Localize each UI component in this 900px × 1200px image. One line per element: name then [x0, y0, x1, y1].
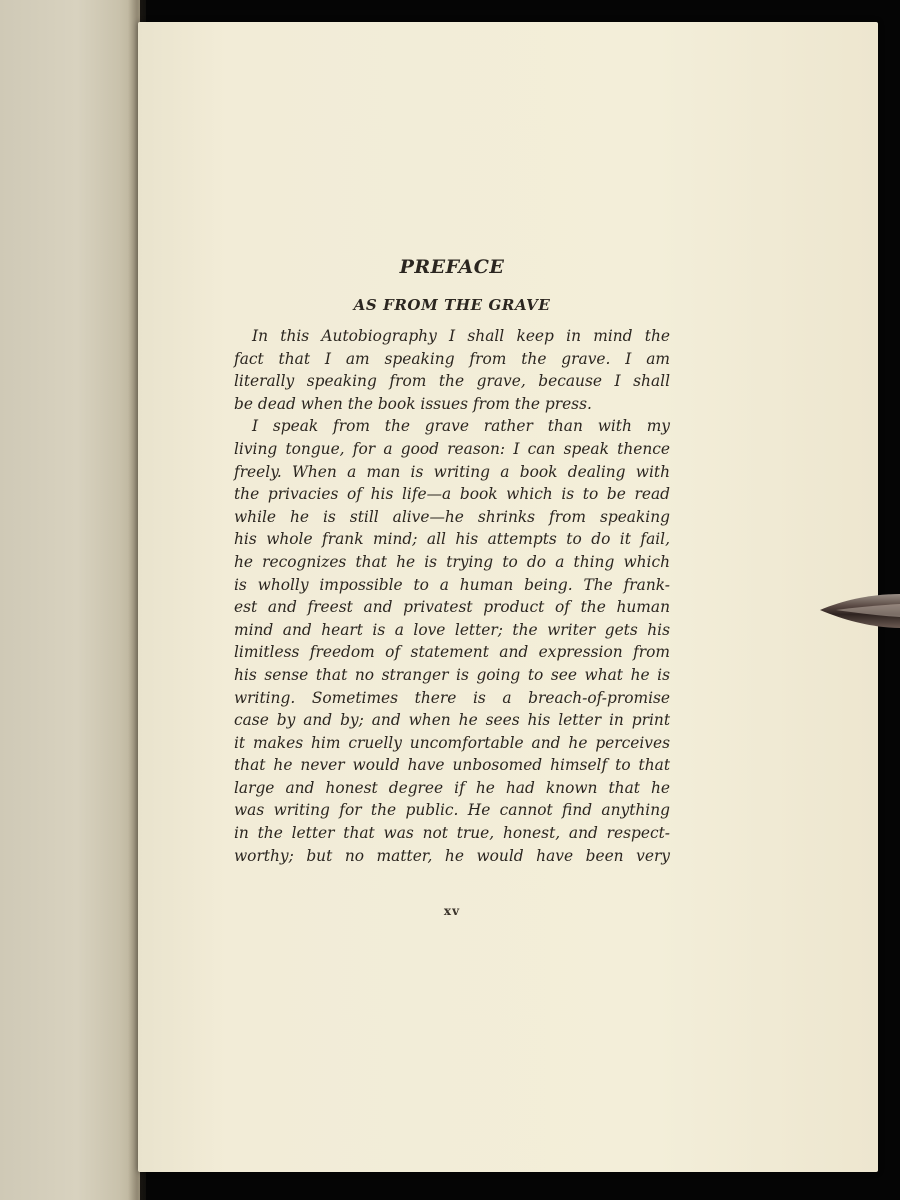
preface-subtitle: AS FROM THE GRAVE	[353, 296, 551, 314]
preface-text-block	[234, 254, 670, 867]
preface-body	[234, 325, 670, 867]
text-line: mind and heart is a love letter; the writer gets his	[234, 620, 670, 639]
text-line: that he never would have unbosomed himself to that	[234, 756, 670, 775]
text-line: the privacies of his life—a book which is to be read	[234, 485, 670, 504]
text-line: fact that I am speaking from the grave. I am	[234, 349, 670, 368]
page-number: xv	[443, 904, 461, 918]
text-line: he recognizes that he is trying to do a thing which	[234, 552, 670, 571]
text-line: I speak from the grave rather than with my	[252, 417, 670, 436]
text-line: his whole frank mind; all his attempts to do it fail,	[234, 530, 670, 549]
text-line: case by and by; and when he sees his letter in print	[234, 711, 670, 730]
text-line: his sense that no stranger is going to see what he is	[234, 665, 670, 684]
text-line: writing. Sometimes there is a breach-of-promise	[234, 688, 670, 707]
text-line: while he is still alive—he shrinks from speaking	[234, 507, 670, 526]
text-line: it makes him cruelly uncomfortable and he perceives	[234, 733, 670, 752]
text-line: est and freest and privatest product of the human	[234, 598, 670, 617]
left-page	[0, 0, 140, 1200]
text-line: limitless freedom of statement and expression from	[234, 643, 670, 662]
text-line: was writing for the public. He cannot find anything	[234, 801, 670, 820]
text-line: be dead when the book issues from the press.	[234, 394, 592, 413]
text-line: is wholly impossible to a human being. The frank-	[234, 575, 670, 594]
text-line: large and honest degree if he had known that he	[234, 778, 670, 797]
preface-title: PREFACE	[399, 256, 505, 278]
text-line: literally speaking from the grave, because I shall	[234, 372, 670, 391]
text-line: living tongue, for a good reason: I can speak thence	[234, 439, 670, 458]
text-line: worthy; but no matter, he would have been very	[234, 846, 670, 865]
right-page	[138, 22, 878, 1172]
bookmark-ribbon-icon	[818, 590, 900, 632]
text-line: In this Autobiography I shall keep in mind the	[252, 327, 670, 345]
text-line: freely. When a man is writing a book dealing with	[234, 462, 670, 481]
text-line: in the letter that was not true, honest, and respect-	[234, 824, 670, 843]
